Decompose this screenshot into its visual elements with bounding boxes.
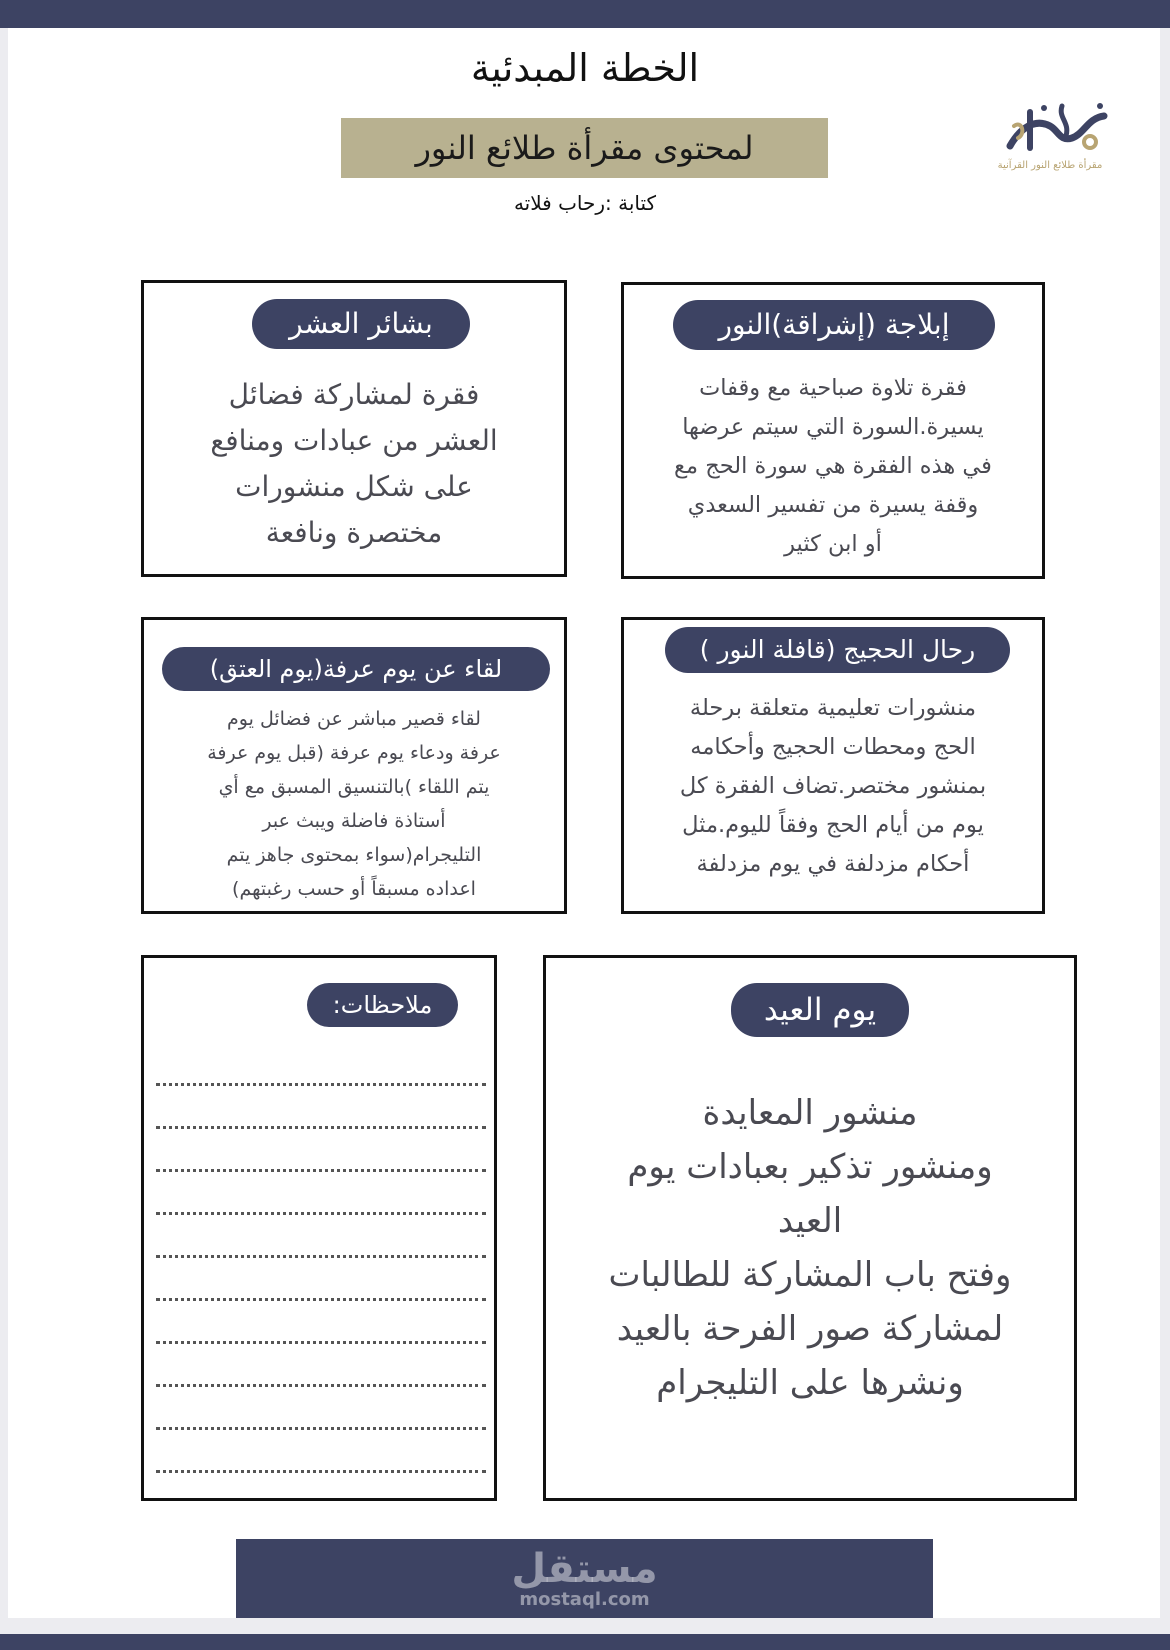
watermark-url: mostaql.com <box>519 1588 650 1610</box>
notes-line <box>156 1329 486 1344</box>
bottom-bar <box>0 1634 1170 1650</box>
top-bar <box>0 0 1170 28</box>
section-arafa <box>141 617 567 914</box>
page-title: الخطة المبدئية <box>470 46 700 90</box>
logo <box>990 98 1120 182</box>
notes-line <box>156 1372 486 1387</box>
section-iblaja-title: إبلاجة (إشراقة)النور <box>673 300 995 350</box>
section-rihal-body: منشورات تعليمية متعلقة برحلة الحج ومحطات الحجيج وأحكامه بمنشور مختصر.تضاف الفقرة كل يوم من أيام الحج وفقاً لليوم.مثل أحكام مزدلفة في يوم مزدلفة <box>679 695 987 877</box>
section-notes-title: ملاحظات: <box>307 983 458 1027</box>
notes-line <box>156 1200 486 1215</box>
notes-line <box>156 1458 486 1473</box>
footer-banner <box>236 1539 933 1618</box>
notes-line <box>156 1243 486 1258</box>
notes-line <box>156 1286 486 1301</box>
section-rihal <box>621 617 1045 914</box>
section-iblaja <box>621 282 1045 579</box>
watermark <box>236 1539 933 1618</box>
watermark-arabic: مستقل <box>511 1545 658 1592</box>
section-notes <box>141 955 497 1501</box>
section-bashaer <box>141 280 567 577</box>
notes-line <box>156 1415 486 1430</box>
section-eid <box>543 955 1077 1501</box>
author-line: كتابة :رحاب فلاته <box>513 191 657 215</box>
logo-subtitle: مقرأة طلائع النور القرآنية <box>997 160 1103 171</box>
section-eid-title: يوم العيد <box>731 983 909 1037</box>
section-arafa-body: لقاء قصير مباشر عن فضائل يوم عرفة ودعاء يوم عرفة (قبل يوم عرفة يتم اللقاء )بالتنسيق المسبق مع أي أستاذة فاضلة ويبث عبر التليجرام(سواء بمحتوى جاهز يتم اعداده مسبقاً أو حسب رغبتهم) <box>207 708 501 900</box>
section-rihal-title: رحال الحجيج (قافلة النور ) <box>665 627 1010 673</box>
subtitle-banner <box>341 118 828 178</box>
section-bashaer-title: بشائر العشر <box>252 299 470 349</box>
notes-line <box>156 1071 486 1086</box>
logo-calligraphy-icon <box>1000 98 1120 160</box>
section-bashaer-body: فقرة لمشاركة فضائل العشر من عبادات ومنافع على شكل منشورات مختصرة ونافعة <box>210 378 498 549</box>
section-arafa-title: لقاء عن يوم عرفة(يوم العتق) <box>162 647 550 691</box>
notes-line <box>156 1157 486 1172</box>
subtitle-text: لمحتوى مقرأة طلائع النور <box>415 129 754 167</box>
section-eid-body: منشور المعايدة ومنشور تذكير بعبادات يوم العيد وفتح باب المشاركة للطالبات لمشاركة صور الفرحة بالعيد ونشرها على التليجرام <box>608 1093 1012 1403</box>
section-iblaja-body: فقرة تلاوة صباحية مع وقفات يسيرة.السورة التي سيتم عرضها في هذه الفقرة هي سورة الحج مع وقفة يسيرة من تفسير السعدي أو ابن كثير <box>674 375 992 557</box>
notes-line <box>156 1114 486 1129</box>
